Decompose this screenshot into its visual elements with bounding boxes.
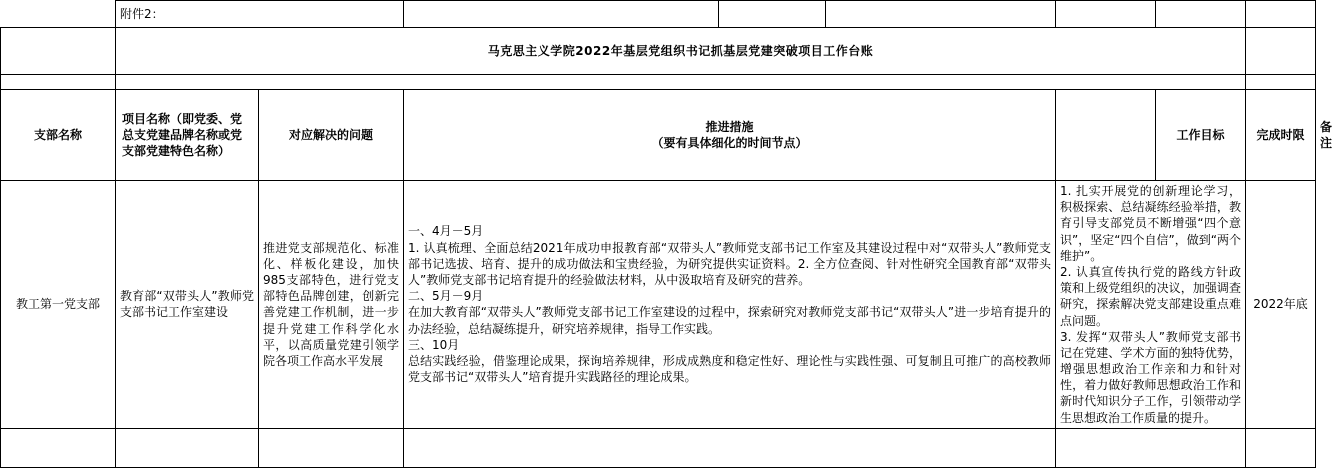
top-cell-6: [1246, 1, 1316, 28]
goal-line: 2. 认真宣传执行党的路线方针政策和上级党组织的决议，加强调查研究，探索解决党支部建设重点难点问题。: [1060, 264, 1242, 328]
attachment-label: 附件2：: [116, 1, 404, 28]
top-cell-4: [1056, 1, 1156, 28]
measures-line: 三、10月: [408, 337, 460, 352]
title-right-spacer: [1246, 28, 1316, 75]
page-title: 马克思主义学院2022年基层党组织书记抓基层党建突破项目工作台账: [116, 28, 1246, 75]
table-row: [1, 428, 1316, 467]
header-project: 项目名称（即党委、党总支党建品牌名称或党支部党建特色名称）: [116, 90, 259, 181]
gap-cell-2: [116, 75, 1246, 90]
cell-goal: [1056, 181, 1246, 429]
goal-line: 1. 扎实开展党的创新理论学习，积极探索、总结凝练经验举措，教育引导支部党员不断增强“四个意识”，坚定“四个自信”，做到“两个维护”。: [1060, 184, 1242, 263]
goal-line: 3. 发挥“双带头人”教师党支部书记在党建、学术方面的独特优势，增强思想政治工作亲和力和针对性，着力做好教师思想政治工作和新时代知识分子工作，引领带动学生思想政治工作质量的提升。: [1060, 329, 1242, 425]
cell-branch-name: [1, 428, 116, 467]
header-deadline: 完成时限: [1246, 90, 1316, 181]
header-goal-spacer: [1056, 90, 1156, 181]
attachment-row: [1, 1, 1316, 28]
top-cell-1: [404, 1, 719, 28]
title-left-spacer: [1, 28, 116, 75]
measures-line: 总结实践经验，借鉴理论成果，探询培养规律，形成成熟度和稳定性好、理论性与实践性强、可复制且可推广的高校教师党支部书记“双带头人”培育提升实践路径的理论成果。: [408, 353, 1052, 385]
cell-branch-name: 教工第一党支部: [1, 181, 116, 429]
gap-row: [1, 75, 1316, 90]
cell-problem: [259, 428, 404, 467]
cell-project-name: 教育部“双带头人”教师党支部书记工作室建设: [116, 181, 259, 429]
top-cell-2: [719, 1, 826, 28]
measures-line: 在加大教育部“双带头人”教师党支部书记工作室建设的过程中，探索研究对教师党支部书记“双带头人”进一步培育提升的办法经验，总结凝练提升，研究培养规律，指导工作实践。: [408, 305, 1052, 336]
cell-goal: [1056, 428, 1246, 467]
cell-measures: [404, 428, 1056, 467]
cell-measures: [404, 181, 1056, 429]
header-measures-line2: （要有具体细化的时间节点）: [651, 136, 808, 150]
cell-problem: 推进党支部规范化、标准化、样板化建设，加快985支部特色，进行党支部特色品牌创建，创新完善党建工作机制，进一步提升党建工作科学化水平，以高质量党建引领学院各项工作高水平发展: [259, 181, 404, 429]
table-header-row: 支部名称 项目名称（即党委、党总支党建品牌名称或党支部党建特色名称） 对应解决的问题 推进措施 （要有具体细化的时间节点） 工作目标 完成时限 备注: [1, 90, 1316, 181]
gap-cell-3: [1246, 75, 1316, 90]
top-cell-5: [1156, 1, 1246, 28]
cell-project-name: [116, 428, 259, 467]
header-problem: 对应解决的问题: [259, 90, 404, 181]
measures-line: 二、5月－9月: [408, 289, 484, 304]
header-goal: 工作目标: [1156, 90, 1246, 181]
table-row: [1, 181, 1316, 429]
gap-cell-1: [1, 75, 116, 90]
top-cell-3: [826, 1, 1056, 28]
header-measures: [404, 90, 1056, 181]
title-row: [1, 28, 1316, 75]
cell-deadline: [1246, 428, 1316, 467]
header-branch: 支部名称: [1, 90, 116, 181]
measures-line: 1. 认真梳理、全面总结2021年成功申报教育部“双带头人”教师党支部书记工作室及其建设过程中对“双带头人”教师党支部书记选拔、培育、提升的成功做法和宝贵经验，为研究提供实证资料。2. 全方位查阅、针对性研究全国教育部“双带头人”教师党支部书记培育提升的经验做法材料，从中汲取培育及研究的营养。: [408, 240, 1052, 288]
cell-deadline: 2022年底: [1246, 181, 1316, 429]
spacer-cell-left: [1, 1, 116, 28]
header-measures-line1: 推进措施: [705, 119, 754, 134]
measures-line: 一、4月－5月: [408, 224, 484, 239]
